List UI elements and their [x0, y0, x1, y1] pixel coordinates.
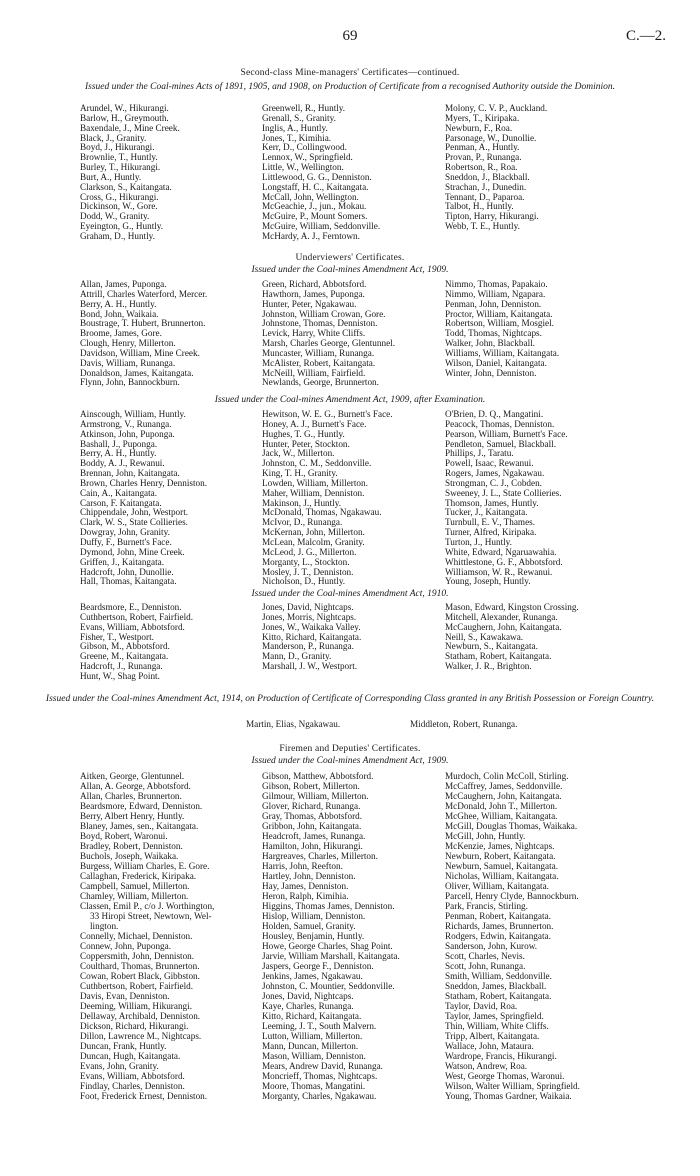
list-item: Findlay, Charles, Denniston. [80, 1081, 185, 1091]
page-reference: C.—2. [625, 28, 666, 44]
list-item: Taylor, James, Springfield. [445, 1011, 544, 1021]
list-item: Burt, A., Huntly. [80, 171, 142, 182]
list-item: Young, Thomas Gardner, Waikaia. [445, 1091, 572, 1101]
list-item: Grenall, S., Granity. [262, 112, 336, 123]
list-item: Tripp, Albert, Kaitangata. [445, 1031, 540, 1041]
list-item: Nicholas, William, Kaitangata. [445, 871, 559, 881]
subtitle-foreign-production: Issued under the Coal-mines Acts of 1891, 1905, and 1908, on Production of Certificate from a recognised Authority outside the Dominion. [84, 82, 616, 92]
list-item: Duncan, Hugh, Kaitangata. [80, 1051, 181, 1061]
list-item: Campbell, Samuel, Millerton. [80, 881, 190, 891]
list-item: Cuthbertson, Robert, Fairfield. [80, 981, 194, 991]
list-item: Kerr, D., Collingwood. [262, 142, 347, 153]
list-item: Jones, Morris, Nightcaps. [262, 611, 357, 622]
list-item: Jones, David, Nightcaps. [262, 991, 354, 1001]
list-item: Robertson, William, Mosgiel. [445, 318, 554, 329]
list-item: Myers, T., Kiripaka. [445, 112, 520, 123]
list-item: Bond, John, Waikaia. [80, 308, 159, 319]
list-item: Mason, William, Denniston. [262, 1051, 366, 1061]
list-item: Higgins, Thomas James, Denniston. [262, 901, 395, 911]
list-item: Statham, Robert, Kaitangata. [445, 651, 552, 662]
list-item: McDonald, Thomas, Ngakawau. [262, 507, 382, 518]
list-item: Hartley, John, Denniston. [262, 871, 356, 881]
list-item: Dellaway, Archibald, Denniston. [80, 1011, 201, 1021]
list-item: Connew, John, Puponga. [80, 941, 172, 951]
list-item: Cross, G., Hikurangi. [80, 191, 159, 202]
list-column [445, 280, 559, 378]
list-item: Headcroft, James, Runanga. [262, 831, 366, 841]
list-item: Nimmo, William, Ngapara. [445, 288, 546, 299]
list-item: Newburn, S., Kaitangata. [445, 641, 538, 652]
list-item: Foot, Frederick Ernest, Denniston. [80, 1091, 208, 1101]
list-item: Harris, John, Reefton. [262, 861, 343, 871]
list-item: Mason, Edward, Kingston Crossing. [445, 602, 579, 612]
list-item: Deeming, William, Hikurangi. [80, 1001, 192, 1011]
list-item: Flynn, John, Bannockburn. [80, 377, 180, 388]
list-item: Blaney, James, sen., Kaitangata. [80, 821, 199, 831]
list-item: Strachan, J., Dunedin. [445, 181, 527, 192]
list-item: Arundel, W., Hikurangi. [80, 103, 169, 113]
list-item: Morganty, L., Stockton. [262, 556, 350, 567]
list-column [445, 603, 579, 672]
list-item: Bradley, Robert, Denniston. [80, 841, 183, 851]
list-item: McCaughern, John, Kaitangata. [445, 791, 562, 801]
list-item: Jones, David, Nightcaps. [262, 602, 354, 612]
list-item: Sweeney, J. L., State Collieries. [445, 487, 562, 498]
list-item: Brennan, John, Kaitangata. [80, 468, 180, 479]
list-item: Cain, A., Kaitangata. [80, 487, 158, 498]
list-item: Mosley, J. T., Denniston. [262, 566, 354, 577]
list-item: Beardsmore, Edward, Denniston. [80, 801, 203, 811]
list-item: Johnstone, Thomas, Denniston. [262, 318, 378, 329]
list-item: McCall, John, Wellington. [262, 191, 359, 202]
list-column [80, 410, 207, 587]
list-item: Johnston, C. Mountier, Seddonville. [262, 981, 395, 991]
list-item: Taylor, David, Roa. [445, 1001, 518, 1011]
list-item: Pearson, William, Burnett's Face. [445, 428, 568, 439]
list-item: Walker, John, Blackball. [445, 338, 535, 349]
list-item: Holden, Samuel, Granity. [262, 921, 356, 931]
list-item: Peacock, Thomas, Denniston. [445, 418, 555, 429]
list-item: Hunt, W., Shag Point. [80, 670, 160, 681]
list-item: Clark, W. S., State Collieries. [80, 517, 188, 528]
list-item: Boyd, J., Hikurangi. [80, 142, 155, 153]
list-item: Webb, T. E., Huntly. [445, 221, 520, 232]
list-item: Burley, T., Hikurangi. [80, 162, 161, 173]
list-item: Berry, A. H., Huntly. [80, 448, 157, 459]
list-item: Beardsmore, E., Denniston. [80, 602, 182, 612]
list-item: McGuire, William, Seddonville. [262, 221, 381, 232]
list-item: Pendleton, Samuel, Blackball. [445, 438, 556, 449]
list-item: Williamson, W. R., Rewanui. [445, 566, 553, 577]
list-item: McIvor, D., Runanga. [262, 517, 343, 528]
list-item: Evans, John, Granity. [80, 1061, 159, 1071]
list-item: Burgess, William Charles, E. Gore. [80, 861, 210, 871]
list-item: Coulthard, Thomas, Brunnerton. [80, 961, 200, 971]
list-item: Gibson, M., Abbotsford. [80, 641, 170, 652]
list-item: Dillon, Lawrence M., Nightcaps. [80, 1031, 202, 1041]
list-item: Gibson, Robert, Millerton. [262, 781, 360, 791]
list-item: King, T. H., Granity. [262, 468, 338, 479]
list-item: Tucker, J., Kaitangata. [445, 507, 528, 518]
section-title-firemen: Firemen and Deputies' Certificates. [279, 744, 421, 754]
list-item: Hadcroft, J., Runanga. [80, 661, 163, 672]
list-item: Provan, P., Runanga. [445, 152, 522, 163]
list-item: 33 Hiropi Street, Newtown, Wel- [90, 911, 212, 921]
list-item: Chippendale, John, Westport. [80, 507, 189, 518]
list-item: Hislop, William, Denniston. [262, 911, 366, 921]
list-item: Cuthbertson, Robert, Fairfield. [80, 611, 194, 622]
subtitle-act-1914: Issued under the Coal-mines Amendment Act, 1914, on Production of Certificate of Corresponding Class granted in any British Possession or Foreign Country. [45, 694, 655, 704]
list-item: Armstrong, V., Runanga. [80, 418, 172, 429]
list-item: Makinson, J., Huntly. [262, 497, 342, 508]
list-item: Scott, Charles, Nevis. [445, 951, 525, 961]
section-title-second-class: Second-class Mine-managers' Certificates—continued. [240, 68, 460, 78]
list-item: Davis, William, Runanga. [80, 357, 176, 368]
list-item: Dodd, W., Granity. [80, 211, 150, 222]
list-item: Greenwell, R., Huntly. [262, 103, 346, 113]
list-item: McGill, John, Huntly. [445, 831, 526, 841]
list-item: Dickson, Richard, Hikurangi. [80, 1021, 189, 1031]
list-item: Winter, John, Denniston. [445, 367, 537, 378]
list-item: Penman, A., Huntly. [445, 142, 520, 153]
list-item: Hunter, Peter, Ngakawau. [262, 298, 357, 309]
list-column [80, 104, 180, 242]
list-item: McNeill, William, Fairfield. [262, 367, 366, 378]
list-item: Nicholson, D., Huntly. [262, 576, 346, 587]
list-item: Smith, William, Seddonville. [445, 971, 552, 981]
list-item: McGuire, P., Mount Somers. [262, 211, 368, 222]
list-item: Wilson, Walter William, Springfield. [445, 1081, 580, 1091]
list-item: Coppersmith, John, Denniston. [80, 951, 195, 961]
list-item: Donaldson, James, Kaitangata. [80, 367, 194, 378]
list-item: Kaye, Charles, Runanga. [262, 1001, 354, 1011]
list-item: Hall, Thomas, Kaitangata. [80, 576, 177, 587]
list-item: Tennant, D., Paparoa. [445, 191, 525, 202]
list-item: Dymond, John, Mine Creek. [80, 546, 185, 557]
list-item: Fisher, T., Westport. [80, 631, 154, 642]
list-item: Moore, Thomas, Mangatini. [262, 1081, 366, 1091]
list-item: Barlow, H., Greymouth. [80, 112, 169, 123]
list-item: Hunter, Peter, Stockton. [262, 438, 350, 449]
list-item: Nimmo, Thomas, Papakaio. [445, 279, 548, 289]
list-item: Robertson, R., Roa. [445, 162, 518, 173]
list-item: Mann, Duncan, Millerton. [262, 1041, 359, 1051]
list-item: Heron, Ralph, Kimihia. [262, 891, 349, 901]
list-column [445, 104, 547, 232]
list-item: Jenkins, James, Ngakawau. [262, 971, 363, 981]
list-item: Greene, M., Kaitangata. [80, 651, 169, 662]
list-item: McLean, Malcolm, Granity. [262, 536, 365, 547]
list-item: Attrill, Charles Waterford, Mercer. [80, 288, 208, 299]
list-item: Wilson, Daniel, Kaitangata. [445, 357, 547, 368]
list-item: McHardy, A. J., Ferntown. [262, 230, 360, 241]
list-item: Strongman, C. J., Cobden. [445, 477, 542, 488]
list-item: Ainscough, William, Huntly. [80, 409, 186, 419]
list-item: Buchols, Joseph, Waikaka. [80, 851, 179, 861]
list-item: Gilmour, William, Millerton. [262, 791, 369, 801]
list-item: Mears, Andrew David, Runanga. [262, 1061, 383, 1071]
list-item: Little, W., Wellington. [262, 162, 344, 173]
list-item: Inglis, A., Huntly. [262, 122, 328, 133]
list-column [80, 771, 214, 1101]
list-item: White, Edward, Ngaruawahia. [445, 546, 557, 557]
list-item: Maher, William, Denniston. [262, 487, 365, 498]
list-item: Watson, Andrew, Roa. [445, 1061, 528, 1071]
list-item: Lennox, W., Springfield. [262, 152, 353, 163]
list-item: Proctor, William, Kaitangata. [445, 308, 553, 319]
list-item: Boddy, A. J., Rewanui. [80, 458, 165, 469]
list-item: Rodgers, Edwin, Kaitangata. [445, 931, 551, 941]
list-item: Cowan, Robert Black, Gibbston. [80, 971, 200, 981]
list-item: McKernan, John, Millerton. [262, 527, 365, 538]
list-column [262, 603, 361, 672]
list-item: Jarvie, William Marshall, Kaitangata. [262, 951, 400, 961]
list-item: Jack, W., Millerton. [262, 448, 335, 459]
list-item: Young, Joseph, Huntly. [445, 576, 531, 587]
list-item: O'Brien, D. Q., Mangatini. [445, 409, 544, 419]
list-item: Phillips, J., Taratu. [445, 448, 514, 459]
list-item: Honey, A. J., Burnett's Face. [262, 418, 367, 429]
list-item: Walker, J. R., Brighton. [445, 661, 532, 672]
list-item: Littlewood, G. G., Denniston. [262, 171, 372, 182]
list-item: Kitto, Richard, Kaitangata. [262, 1011, 362, 1021]
list-item: Martin, Elias, Ngakawau. [246, 719, 341, 729]
list-item: McDonald, John T., Millerton. [445, 801, 558, 811]
list-item: Allan, A. George, Abbotsford. [80, 781, 191, 791]
list-item: Gray, Thomas, Abbotsford. [262, 811, 363, 821]
list-item: Murdoch, Colin McColl, Stirling. [445, 771, 569, 781]
list-item: Whittlestone, G. F., Abbotsford. [445, 556, 563, 567]
list-item: Lowden, William, Millerton. [262, 477, 368, 488]
list-item: Newburn, Samuel, Kaitangata. [445, 861, 559, 871]
page-number: 69 [342, 28, 358, 44]
list-item: Hamilton, John, Hikurangi. [262, 841, 363, 851]
list-item: Hargreaves, Charles, Millerton. [262, 851, 378, 861]
list-column [80, 280, 207, 388]
list-item: Connelly, Michael, Denniston. [80, 931, 193, 941]
list-item: Manderson, P., Runanga. [262, 641, 354, 652]
list-column [262, 410, 393, 587]
list-item: Tipton, Harry, Hikurangi. [445, 211, 539, 222]
list-item: Leeming, J. T., South Malvern. [262, 1021, 377, 1031]
list-item: Jones, T., Kimihia. [262, 132, 332, 143]
list-item: Carson, F. Kaitangata. [80, 497, 162, 508]
list-item: Black, J., Granity. [80, 132, 147, 143]
list-item: Davidson, William, Mine Creek. [80, 347, 200, 358]
list-item: West, George Thomas, Waronui. [445, 1071, 565, 1081]
list-item: Berry, Albert Henry, Huntly. [80, 811, 185, 821]
list-item: Powell, Isaac, Rewanui. [445, 458, 534, 469]
list-item: Evans, William, Abbotsford. [80, 621, 185, 632]
list-item: Graham, D., Huntly. [80, 230, 155, 241]
list-item: McGill, Douglas Thomas, Waikaka. [445, 821, 578, 831]
list-item: Allan, James, Puponga. [80, 279, 167, 289]
list-item: Chamley, William, Millerton. [80, 891, 189, 901]
list-item: Turner, Alfred, Kiripaka. [445, 527, 537, 538]
list-item: Park, Francis, Stirling. [445, 901, 528, 911]
list-item: Clarkson, S., Kaitangata. [80, 181, 172, 192]
list-item: Howe, George Charles, Shag Point. [262, 941, 393, 951]
list-item: Duncan, Frank, Huntly. [80, 1041, 167, 1051]
list-item: Newlands, George, Brunnerton. [262, 377, 379, 388]
list-item: Jones, W., Waikaka Valley. [262, 621, 361, 632]
list-item: Levick, Harry, White Cliffs. [262, 328, 366, 339]
list-item: Boyd, Robert, Waronui. [80, 831, 168, 841]
list-item: Neill, S., Kawakawa. [445, 631, 524, 642]
subtitle-underviewers-1909: Issued under the Coal-mines Amendment Act, 1909. [251, 265, 449, 275]
list-item: Molony, C. V. P., Auckland. [445, 103, 548, 113]
list-item: Classen, Emil P., c/o J. Worthington, [80, 901, 215, 911]
list-item: Aitken, George, Glentunnel. [80, 771, 185, 781]
list-item: Davis, Evan, Denniston. [80, 991, 170, 1001]
list-item: Parsonage, W., Dunollie. [445, 132, 537, 143]
list-item: Oliver, William, Kaitangata. [445, 881, 549, 891]
list-item: McCaughern, John, Kaitangata. [445, 621, 562, 632]
list-item: Middleton, Robert, Runanga. [410, 719, 518, 729]
list-item: Callaghan, Frederick, Kiripaka. [80, 871, 197, 881]
list-item: Evans, William, Abbotsford. [80, 1071, 185, 1081]
list-item: Williams, William, Kaitangata. [445, 347, 560, 358]
subtitle-act-1910: Issued under the Coal-mines Amendment Act, 1910. [251, 589, 449, 599]
list-item: McLeod, J. G., Millerton. [262, 546, 357, 557]
list-item: Sanderson, John, Kurow. [445, 941, 538, 951]
list-item: Marsh, Charles George, Glentunnel. [262, 338, 396, 349]
list-item: Dickinson, W., Gore. [80, 201, 158, 212]
list-item: Muncaster, William, Runanga. [262, 347, 375, 358]
list-item: McKenzie, James, Nightcaps. [445, 841, 555, 851]
list-item: Lutton, William, Millerton. [262, 1031, 363, 1041]
list-item: Todd, Thomas, Nightcaps. [445, 328, 542, 339]
list-item: Johnston, William Crowan, Gore. [262, 308, 386, 319]
list-item: lington. [90, 921, 119, 931]
list-item: Mann, D., Granity. [262, 651, 332, 662]
list-item: Dowgray, John, Granity. [80, 527, 170, 538]
list-item: Wardrope, Francis, Hikurangi. [445, 1051, 557, 1061]
list-item: Moncrieff, Thomas, Nightcaps. [262, 1071, 378, 1081]
list-item: Rogers, James, Ngakawau. [445, 468, 545, 479]
list-item: Turnbull, E. V., Thames. [445, 517, 536, 528]
list-item: Clough, Henry, Millerton. [80, 338, 176, 349]
list-item: Gibson, Matthew, Abbotsford. [262, 771, 374, 781]
list-column [445, 771, 580, 1101]
list-item: Jaspers, George F., Denniston. [262, 961, 374, 971]
list-column [80, 603, 193, 682]
section-title-underviewers: Underviewers' Certificates. [295, 253, 405, 263]
subtitle-after-examination: Issued under the Coal-mines Amendment Act, 1909, after Examination. [214, 395, 486, 405]
list-item: Turton, J., Huntly. [445, 536, 512, 547]
list-item: Brownlie, T., Huntly. [80, 152, 158, 163]
list-column [445, 410, 568, 587]
list-item: Johnston, C. M., Seddonville. [262, 458, 372, 469]
list-item: Hughes, T. G., Huntly. [262, 428, 345, 439]
list-item: Mitchell, Alexander, Runanga. [445, 611, 558, 622]
list-item: Morganty, Charles, Ngakawau. [262, 1091, 377, 1101]
list-column [262, 104, 380, 242]
list-item: McCaffrey, James, Seddonville. [445, 781, 563, 791]
list-item: Richards, James, Brunnerton. [445, 921, 554, 931]
list-item: Griffen, J., Kaitangata. [80, 556, 165, 567]
list-item: Eyeington, G., Huntly. [80, 221, 164, 232]
list-item: Hewitson, W. E. G., Burnett's Face. [262, 409, 393, 419]
list-item: Penman, Robert, Kaitangata. [445, 911, 551, 921]
list-item: Bashall, J., Puponga. [80, 438, 158, 449]
list-item: Wallace, John, Mataura. [445, 1041, 534, 1051]
list-item: Gribbon, John, Kaitangata. [262, 821, 362, 831]
list-item: Hay, James, Denniston. [262, 881, 349, 891]
list-item: Hawthorn, James, Puponga. [262, 288, 365, 299]
list-item: Atkinson, John, Puponga. [80, 428, 175, 439]
list-item: Talbot, H., Huntly. [445, 201, 514, 212]
list-item: Penman, John, Denniston. [445, 298, 542, 309]
list-item: Newburn, F., Roa. [445, 122, 513, 133]
list-item: Brown, Charles Henry, Denniston. [80, 477, 207, 488]
list-item: McGeachie, J., jun., Mokau. [262, 201, 367, 212]
list-item: Glover, Richard, Runanga. [262, 801, 361, 811]
subtitle-firemen-1909: Issued under the Coal-mines Amendment Act, 1909. [251, 756, 449, 766]
list-item: Longstaff, H. C., Kaitangata. [262, 181, 369, 192]
list-item: Baxendale, J., Mine Creek. [80, 122, 180, 133]
list-item: Newburn, Robert, Kaitangata. [445, 851, 556, 861]
list-item: Boustrage, T. Hubert, Brunnerton. [80, 318, 206, 329]
list-item: McGhee, William, Kaitangata. [445, 811, 558, 821]
list-item: Duffy, F., Burnett's Face. [80, 536, 172, 547]
list-item: Thin, William, White Cliffs. [445, 1021, 549, 1031]
list-item: Marshall, J. W., Westport. [262, 661, 358, 672]
list-item: Green, Richard, Abbotsford. [262, 279, 367, 289]
list-item: McAlister, Robert, Kaitangata. [262, 357, 376, 368]
list-column [262, 280, 395, 388]
list-item: Housley, Benjamin, Huntly. [262, 931, 365, 941]
list-item: Scott, John, Runanga. [445, 961, 526, 971]
list-column [262, 771, 400, 1101]
list-item: Parcell, Henry Clyde, Bannockburn. [445, 891, 579, 901]
list-item: Sneddon, J., Blackball. [445, 171, 530, 182]
list-item: Allan, Charles, Brunnerton. [80, 791, 182, 801]
list-item: Thomson, James, Huntly. [445, 497, 539, 508]
list-item: Broome, James, Gore. [80, 328, 162, 339]
list-item: Sneddon, James, Blackball. [445, 981, 547, 991]
list-item: Berry, A. H., Huntly. [80, 298, 157, 309]
list-item: Kitto, Richard, Kaitangata. [262, 631, 362, 642]
list-item: Statham, Robert, Kaitangata. [445, 991, 552, 1001]
list-item: Hadcroft, John, Dunollie. [80, 566, 174, 577]
